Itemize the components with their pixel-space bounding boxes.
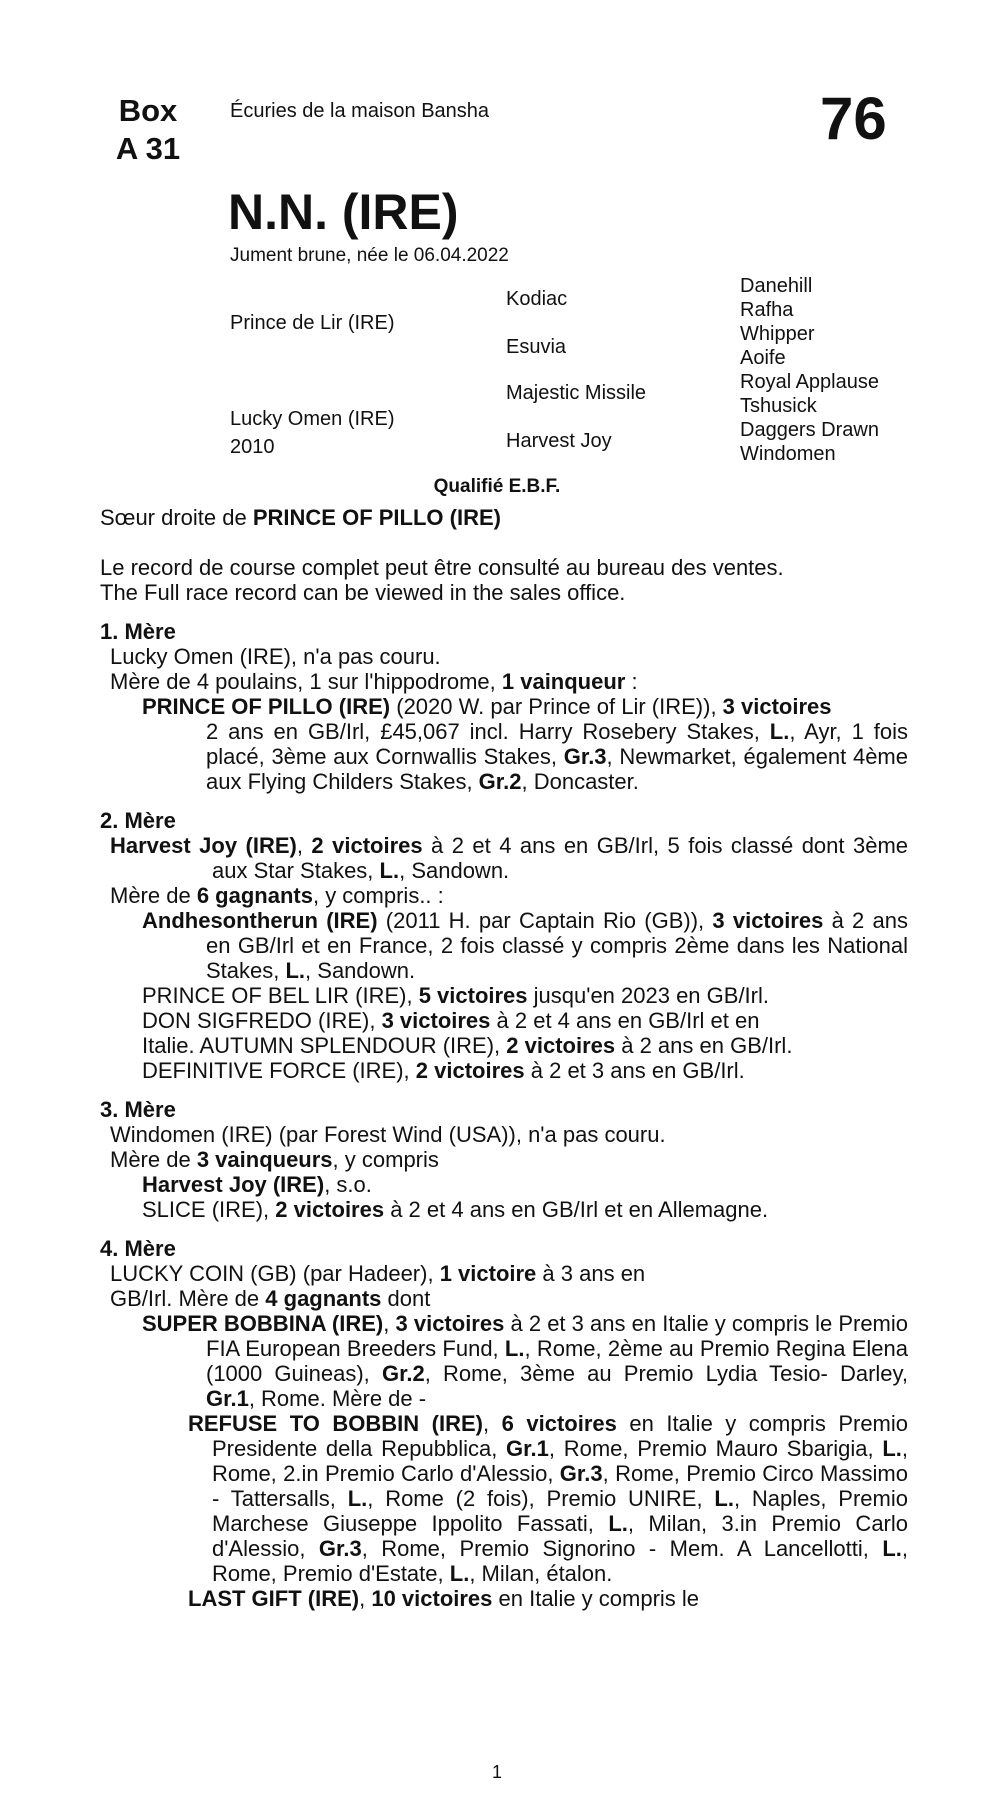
sister-line	[100, 505, 908, 530]
pedigree-gen2: Harvest Joy	[506, 430, 612, 452]
produce-entry: SLICE (IRE), 2 victoires à 2 et 4 ans en GB/Irl et en Allemagne.	[142, 1197, 769, 1222]
section-title: 3. Mère	[100, 1097, 176, 1122]
section-title: 1. Mère	[100, 619, 176, 644]
produce-entry: DON SIGFREDO (IRE), 3 victoires à 2 et 4 ans en GB/Irl et en	[142, 1008, 760, 1033]
produce-entry: LAST GIFT (IRE), 10 victoires en Italie y compris le	[188, 1586, 700, 1611]
produce-entry: DEFINITIVE FORCE (IRE), 2 victoires à 2 et 3 ans en GB/Irl.	[142, 1058, 745, 1083]
box-value: A 31	[115, 131, 181, 166]
pedigree-gen3: Daggers Drawn	[740, 419, 879, 441]
box-label: Box	[118, 93, 178, 128]
produce-line: Mère de 6 gagnants, y compris.. :	[110, 883, 444, 908]
pedigree-gen3: Aoife	[740, 347, 786, 369]
sister-name: PRINCE OF PILLO (IRE)	[252, 505, 501, 530]
sister-prefix: Sœur droite de	[100, 505, 253, 530]
consignor: Écuries de la maison Bansha	[230, 100, 490, 122]
produce-entry: SUPER BOBBINA (IRE), 3 victoires à 2 et 3 ans en Italie y compris le Premio FIA European Breeders Fund, L., Rome, 2ème au Premio Regina Elena (1000 Guineas), Gr.2, Rome, 3ème au Premio Lydia Tesio- Darley, Gr.1, Rome. Mère de -	[142, 1311, 909, 1411]
pedigree-gen3: Rafha	[740, 299, 794, 321]
produce-line: Mère de 3 vainqueurs, y compris	[110, 1147, 439, 1172]
dam-line: LUCKY COIN (GB) (par Hadeer), 1 victoire à 3 ans en	[110, 1261, 646, 1286]
lot-number: 76	[820, 85, 887, 152]
pedigree-sire: Prince de Lir (IRE)	[230, 312, 395, 334]
horse-name: N.N. (IRE)	[228, 184, 459, 240]
dam-line: Harvest Joy (IRE), 2 victoires à 2 et 4 ans en GB/Irl, 5 fois classé dont 3ème aux Star Stakes, L., Sandown.	[110, 833, 908, 883]
horse-description: Jument brune, née le 06.04.2022	[230, 245, 509, 266]
page-number: 1	[491, 1762, 502, 1782]
section-title: 4. Mère	[100, 1236, 176, 1261]
produce-line: GB/Irl. Mère de 4 gagnants dont	[110, 1286, 431, 1311]
pedigree-gen2: Kodiac	[506, 288, 568, 310]
ebf-qualified: Qualifié E.B.F.	[433, 476, 561, 497]
dam-line: Windomen (IRE) (par Forest Wind (USA)), n'a pas couru.	[110, 1122, 666, 1147]
produce-entry: Andhesontherun (IRE) (2011 H. par Captain Rio (GB)), 3 victoires à 2 ans en GB/Irl et en France, 2 fois classé y compris 2ème dans les National Stakes, L., Sandown.	[142, 908, 908, 983]
dam-line: Lucky Omen (IRE), n'a pas couru.	[110, 644, 441, 669]
section-title: 2. Mère	[100, 808, 176, 833]
pedigree-dam: Lucky Omen (IRE)	[230, 408, 395, 430]
produce-entry: PRINCE OF PILLO (IRE) (2020 W. par Prince of Lir (IRE)), 3 victoires	[142, 694, 832, 719]
pedigree-gen3: Whipper	[740, 323, 815, 345]
box-number	[103, 92, 193, 168]
record-note-en: The Full race record can be viewed in the sales office.	[100, 580, 626, 605]
produce-entry: PRINCE OF BEL LIR (IRE), 5 victoires jusqu'en 2023 en GB/Irl.	[142, 983, 769, 1008]
produce-entry: REFUSE TO BOBBIN (IRE), 6 victoires en Italie y compris Premio Presidente della Repubblica, Gr.1, Rome, Premio Mauro Sbarigia, L., Rome, 2.in Premio Carlo d'Alessio, Gr.3, Rome, Premio Circo Massimo - Tattersalls, L., Rome (2 fois), Premio UNIRE, L., Naples, Premio Marchese Giuseppe Ippolito Fassati, L., Milan, 3.in Premio Carlo d'Alessio, Gr.3, Rome, Premio Signorino - Mem. A Lancellotti, L., Rome, Premio d'Estate, L., Milan, étalon.	[188, 1411, 909, 1586]
record-note-fr: Le record de course complet peut être consulté au bureau des ventes.	[100, 555, 784, 580]
produce-line: Mère de 4 poulains, 1 sur l'hippodrome, 1 vainqueur :	[110, 669, 638, 694]
pedigree-gen3: Royal Applause	[740, 371, 879, 393]
produce-entry: Harvest Joy (IRE), s.o.	[142, 1172, 372, 1197]
produce-entry: Italie. AUTUMN SPLENDOUR (IRE), 2 victoires à 2 ans en GB/Irl.	[142, 1033, 793, 1058]
pedigree-gen2: Majestic Missile	[506, 382, 647, 404]
pedigree-gen3: Windomen	[740, 443, 836, 465]
produce-record: 2 ans en GB/Irl, £45,067 incl. Harry Rosebery Stakes, L., Ayr, 1 fois placé, 3ème aux Cornwallis Stakes, Gr.3, Newmarket, également 4ème aux Flying Childers Stakes, Gr.2, Doncaster.	[206, 719, 908, 794]
pedigree-dam-year: 2010	[230, 436, 275, 458]
catalogue-body	[100, 505, 908, 1611]
pedigree-gen3: Tshusick	[740, 395, 817, 417]
pedigree-gen3: Danehill	[740, 275, 813, 297]
pedigree-gen2: Esuvia	[506, 336, 567, 358]
